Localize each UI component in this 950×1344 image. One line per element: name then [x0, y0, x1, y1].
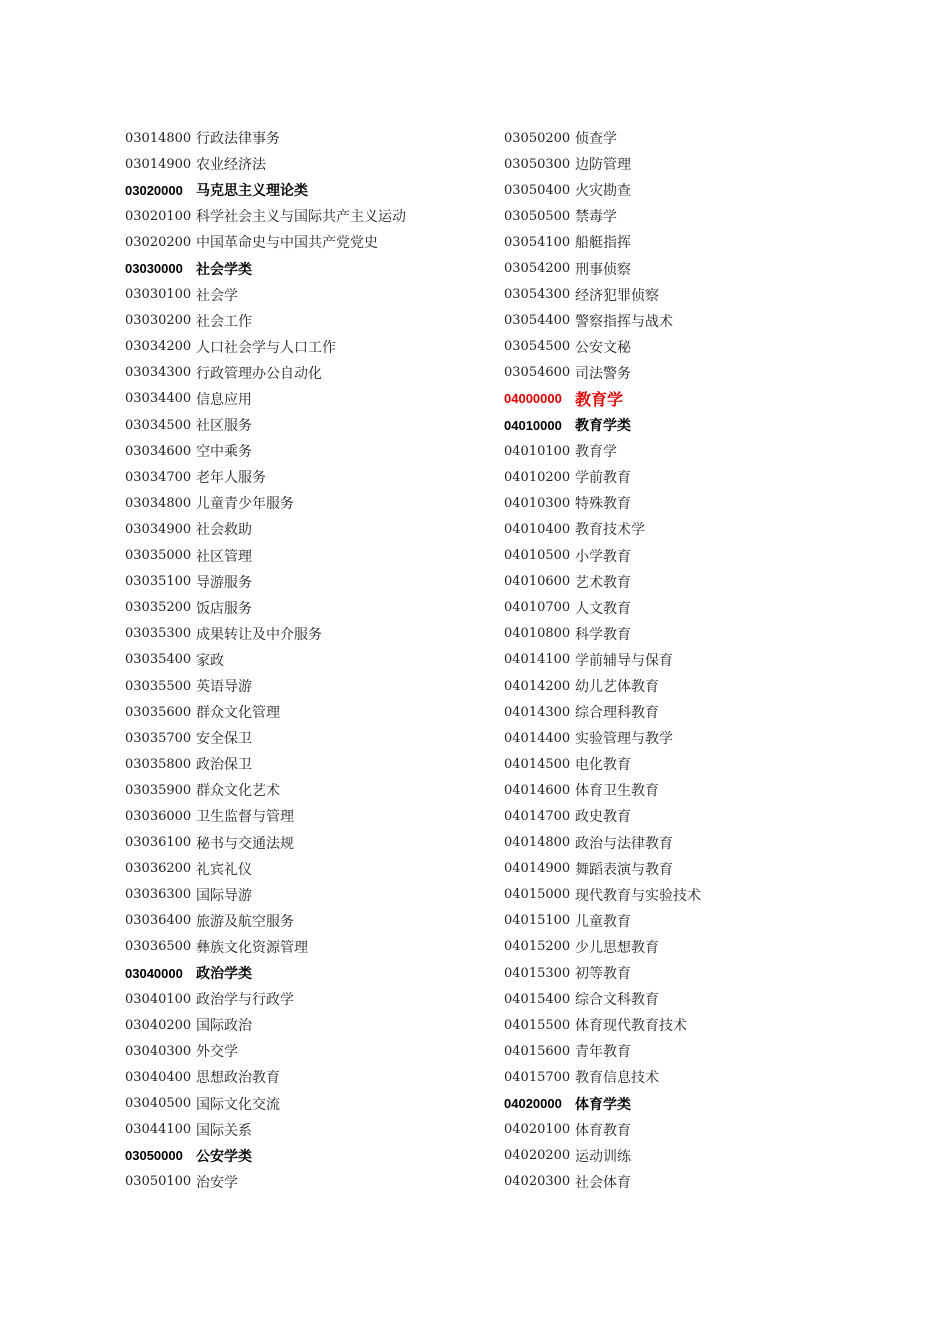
major-name: 导游服务	[196, 574, 252, 591]
major-code: 04015100	[504, 913, 571, 929]
major-name: 司法警务	[575, 365, 631, 382]
major-row	[504, 516, 864, 542]
category-heading-row	[504, 386, 864, 412]
major-code: 04010400	[504, 521, 571, 537]
major-name: 政史教育	[575, 809, 631, 826]
major-row	[125, 334, 485, 360]
major-row	[125, 282, 485, 308]
major-name: 马克思主义理论类	[196, 183, 308, 200]
major-row	[504, 934, 864, 960]
major-code: 04015500	[504, 1017, 571, 1033]
major-code: 03036300	[125, 887, 192, 903]
major-name: 中国革命史与中国共产党党史	[196, 235, 378, 252]
major-row	[125, 803, 485, 829]
major-code: 03030200	[125, 313, 192, 329]
major-name: 体育学类	[575, 1096, 631, 1113]
major-code: 04015400	[504, 991, 571, 1007]
major-code: 03034800	[125, 495, 192, 511]
major-code: 03014900	[125, 156, 192, 172]
major-row	[504, 438, 864, 464]
major-row	[504, 125, 864, 151]
major-code: 03050300	[504, 156, 571, 172]
category-heading-row	[504, 412, 864, 438]
major-row	[504, 151, 864, 177]
major-name: 国际关系	[196, 1122, 252, 1139]
major-code: 03050500	[504, 208, 571, 224]
major-name: 成果转让及中介服务	[196, 626, 322, 643]
major-row	[504, 543, 864, 569]
major-row	[125, 986, 485, 1012]
major-row	[125, 125, 485, 151]
major-name: 国际文化交流	[196, 1096, 280, 1113]
major-name: 社区服务	[196, 418, 252, 435]
major-row	[504, 569, 864, 595]
major-row	[504, 882, 864, 908]
major-row	[504, 830, 864, 856]
major-name: 艺术教育	[575, 574, 631, 591]
major-row	[125, 569, 485, 595]
major-name: 科学社会主义与国际共产主义运动	[196, 209, 406, 226]
category-heading-row	[125, 1143, 485, 1169]
major-row	[504, 1012, 864, 1038]
major-name: 家政	[196, 652, 224, 669]
major-row	[125, 1064, 485, 1090]
major-name: 公安文秘	[575, 339, 631, 356]
major-name: 边防管理	[575, 157, 631, 174]
major-name: 体育现代教育技术	[575, 1018, 687, 1035]
major-row	[125, 830, 485, 856]
category-heading-row	[125, 255, 485, 281]
major-name: 空中乘务	[196, 444, 252, 461]
major-code: 04000000	[504, 391, 562, 407]
major-row	[504, 490, 864, 516]
major-name: 运动训练	[575, 1148, 631, 1165]
major-row	[504, 856, 864, 882]
major-code: 04015600	[504, 1043, 571, 1059]
major-row	[504, 1169, 864, 1195]
major-name: 社会学	[196, 287, 238, 304]
major-name: 政治学类	[196, 966, 252, 983]
major-name: 电化教育	[575, 757, 631, 774]
major-name: 教育学	[575, 444, 617, 461]
major-row	[504, 203, 864, 229]
major-code: 04015000	[504, 887, 571, 903]
major-name: 人口社会学与人口工作	[196, 339, 336, 356]
major-row	[504, 777, 864, 803]
major-code: 03035800	[125, 756, 192, 772]
major-row	[504, 464, 864, 490]
major-row	[125, 1038, 485, 1064]
major-name: 初等教育	[575, 966, 631, 983]
major-name: 治安学	[196, 1174, 238, 1191]
major-code: 03040200	[125, 1017, 192, 1033]
major-name: 礼宾礼仪	[196, 861, 252, 878]
major-row	[125, 934, 485, 960]
major-code: 03044100	[125, 1122, 192, 1138]
major-code: 04014600	[504, 782, 571, 798]
major-row	[504, 803, 864, 829]
major-code: 04014300	[504, 704, 571, 720]
major-code: 03036200	[125, 861, 192, 877]
major-code: 04014200	[504, 678, 571, 694]
major-code: 04010300	[504, 495, 571, 511]
major-code: 03050200	[504, 130, 571, 146]
major-row	[125, 777, 485, 803]
major-name: 儿童教育	[575, 913, 631, 930]
major-name: 政治学与行政学	[196, 992, 294, 1009]
major-code: 03020000	[125, 182, 183, 198]
major-name: 外交学	[196, 1044, 238, 1061]
major-code: 04010700	[504, 600, 571, 616]
major-code: 03054100	[504, 234, 571, 250]
major-code: 04014400	[504, 730, 571, 746]
major-row	[125, 464, 485, 490]
major-code: 03014800	[125, 130, 192, 146]
major-row	[125, 1090, 485, 1116]
major-code: 03034200	[125, 339, 192, 355]
major-code: 03054300	[504, 287, 571, 303]
major-code: 03034700	[125, 469, 192, 485]
major-row	[125, 882, 485, 908]
major-code: 03035000	[125, 548, 192, 564]
major-code: 03035200	[125, 600, 192, 616]
major-name: 体育教育	[575, 1122, 631, 1139]
major-name: 英语导游	[196, 679, 252, 696]
major-row	[125, 490, 485, 516]
major-code: 03035100	[125, 574, 192, 590]
major-name: 火灾勘查	[575, 183, 631, 200]
major-name: 体育卫生教育	[575, 783, 659, 800]
major-row	[504, 1038, 864, 1064]
major-name: 社会工作	[196, 313, 252, 330]
major-row	[125, 360, 485, 386]
major-name: 人文教育	[575, 600, 631, 617]
major-name: 饭店服务	[196, 600, 252, 617]
major-name: 警察指挥与战术	[575, 313, 673, 330]
major-name: 彝族文化资源管理	[196, 939, 308, 956]
major-row	[125, 438, 485, 464]
major-name: 科学教育	[575, 626, 631, 643]
major-name: 现代教育与实验技术	[575, 887, 701, 904]
category-heading-row	[125, 177, 485, 203]
major-name: 教育学类	[575, 418, 631, 435]
major-row	[504, 673, 864, 699]
major-code: 03035900	[125, 782, 192, 798]
major-name: 教育学	[575, 390, 624, 410]
major-row	[125, 673, 485, 699]
major-code: 03050400	[504, 182, 571, 198]
major-name: 舞蹈表演与教育	[575, 861, 673, 878]
major-row	[125, 751, 485, 777]
major-name: 幼儿艺体教育	[575, 679, 659, 696]
major-row	[504, 699, 864, 725]
major-code: 03034500	[125, 417, 192, 433]
major-name: 侦查学	[575, 131, 617, 148]
left-major-list	[125, 125, 485, 1195]
major-code: 04010500	[504, 548, 571, 564]
major-name: 经济犯罪侦察	[575, 287, 659, 304]
major-code: 03036500	[125, 939, 192, 955]
major-name: 社会体育	[575, 1174, 631, 1191]
major-code: 03034400	[125, 391, 192, 407]
major-name: 社区管理	[196, 548, 252, 565]
major-code: 04020200	[504, 1148, 571, 1164]
major-code: 04010100	[504, 443, 571, 459]
major-code: 03030100	[125, 287, 192, 303]
major-name: 行政法律事务	[196, 131, 280, 148]
major-name: 老年人服务	[196, 470, 266, 487]
major-row	[504, 908, 864, 934]
major-code: 03030000	[125, 261, 183, 277]
major-code: 03034900	[125, 521, 192, 537]
major-row	[125, 621, 485, 647]
major-row	[504, 725, 864, 751]
major-code: 03050000	[125, 1148, 183, 1164]
major-code: 03050100	[125, 1174, 192, 1190]
major-code: 03034300	[125, 365, 192, 381]
major-row	[125, 308, 485, 334]
major-row	[125, 229, 485, 255]
major-code: 03020200	[125, 234, 192, 250]
major-code: 03020100	[125, 208, 192, 224]
major-code: 04010600	[504, 574, 571, 590]
major-code: 03036100	[125, 835, 192, 851]
major-name: 政治与法律教育	[575, 835, 673, 852]
major-name: 国际政治	[196, 1018, 252, 1035]
major-row	[125, 516, 485, 542]
major-code: 04015700	[504, 1069, 571, 1085]
major-row	[125, 543, 485, 569]
major-name: 特殊教育	[575, 496, 631, 513]
major-name: 教育技术学	[575, 522, 645, 539]
major-row	[504, 334, 864, 360]
major-code: 04020000	[504, 1096, 562, 1112]
major-row	[504, 360, 864, 386]
major-code: 03036400	[125, 913, 192, 929]
major-row	[125, 412, 485, 438]
major-row	[125, 203, 485, 229]
major-code: 03034600	[125, 443, 192, 459]
major-code: 03054600	[504, 365, 571, 381]
category-heading-row	[125, 960, 485, 986]
major-row	[504, 177, 864, 203]
major-row	[504, 255, 864, 281]
major-name: 旅游及航空服务	[196, 913, 294, 930]
major-code: 04014100	[504, 652, 571, 668]
major-code: 03040300	[125, 1043, 192, 1059]
major-name: 群众文化管理	[196, 705, 280, 722]
major-name: 秘书与交通法规	[196, 835, 294, 852]
major-row	[125, 647, 485, 673]
major-name: 儿童青少年服务	[196, 496, 294, 513]
major-name: 国际导游	[196, 887, 252, 904]
major-name: 少儿思想教育	[575, 939, 659, 956]
major-row	[125, 699, 485, 725]
major-name: 教育信息技术	[575, 1070, 659, 1087]
major-row	[504, 282, 864, 308]
major-name: 青年教育	[575, 1044, 631, 1061]
major-name: 综合文科教育	[575, 992, 659, 1009]
major-name: 学前教育	[575, 470, 631, 487]
major-row	[504, 1064, 864, 1090]
major-row	[125, 1117, 485, 1143]
major-code: 03054400	[504, 313, 571, 329]
major-name: 信息应用	[196, 391, 252, 408]
major-code: 03035700	[125, 730, 192, 746]
right-major-list	[504, 125, 864, 1195]
major-code: 03054500	[504, 339, 571, 355]
major-row	[125, 151, 485, 177]
major-row	[504, 595, 864, 621]
major-name: 综合理科教育	[575, 705, 659, 722]
major-row	[504, 1117, 864, 1143]
major-row	[504, 647, 864, 673]
major-row	[504, 751, 864, 777]
major-name: 政治保卫	[196, 757, 252, 774]
major-code: 03040000	[125, 965, 183, 981]
major-row	[125, 1169, 485, 1195]
major-name: 小学教育	[575, 548, 631, 565]
category-heading-row	[504, 1090, 864, 1116]
major-code: 03040100	[125, 991, 192, 1007]
major-code: 03035300	[125, 626, 192, 642]
major-name: 公安学类	[196, 1148, 252, 1165]
major-code: 03040500	[125, 1096, 192, 1112]
major-code: 03035400	[125, 652, 192, 668]
major-name: 船艇指挥	[575, 235, 631, 252]
major-code: 04015300	[504, 965, 571, 981]
major-name: 群众文化艺术	[196, 783, 280, 800]
major-name: 刑事侦察	[575, 261, 631, 278]
major-code: 04020100	[504, 1122, 571, 1138]
major-name: 禁毒学	[575, 209, 617, 226]
major-row	[125, 908, 485, 934]
major-row	[504, 621, 864, 647]
major-code: 03035500	[125, 678, 192, 694]
major-code: 04010800	[504, 626, 571, 642]
major-name: 社会救助	[196, 522, 252, 539]
major-name: 思想政治教育	[196, 1070, 280, 1087]
major-code: 04010000	[504, 417, 562, 433]
major-code: 04020300	[504, 1174, 571, 1190]
major-code: 04014800	[504, 835, 571, 851]
major-row	[125, 386, 485, 412]
major-code: 03054200	[504, 261, 571, 277]
major-row	[504, 986, 864, 1012]
major-row	[125, 595, 485, 621]
major-name: 学前辅导与保育	[575, 652, 673, 669]
major-row	[125, 725, 485, 751]
major-row	[504, 1143, 864, 1169]
major-code: 03035600	[125, 704, 192, 720]
major-code: 04014500	[504, 756, 571, 772]
major-row	[504, 308, 864, 334]
major-row	[504, 229, 864, 255]
major-code: 03036000	[125, 808, 192, 824]
major-code: 04014700	[504, 808, 571, 824]
major-name: 农业经济法	[196, 157, 266, 174]
major-code: 04015200	[504, 939, 571, 955]
major-row	[125, 1012, 485, 1038]
major-name: 社会学类	[196, 261, 252, 278]
major-row	[504, 960, 864, 986]
major-row	[125, 856, 485, 882]
major-code: 04010200	[504, 469, 571, 485]
major-name: 实验管理与教学	[575, 731, 673, 748]
major-name: 安全保卫	[196, 731, 252, 748]
major-name: 卫生监督与管理	[196, 809, 294, 826]
major-code: 03040400	[125, 1069, 192, 1085]
major-name: 行政管理办公自动化	[196, 365, 322, 382]
major-code: 04014900	[504, 861, 571, 877]
